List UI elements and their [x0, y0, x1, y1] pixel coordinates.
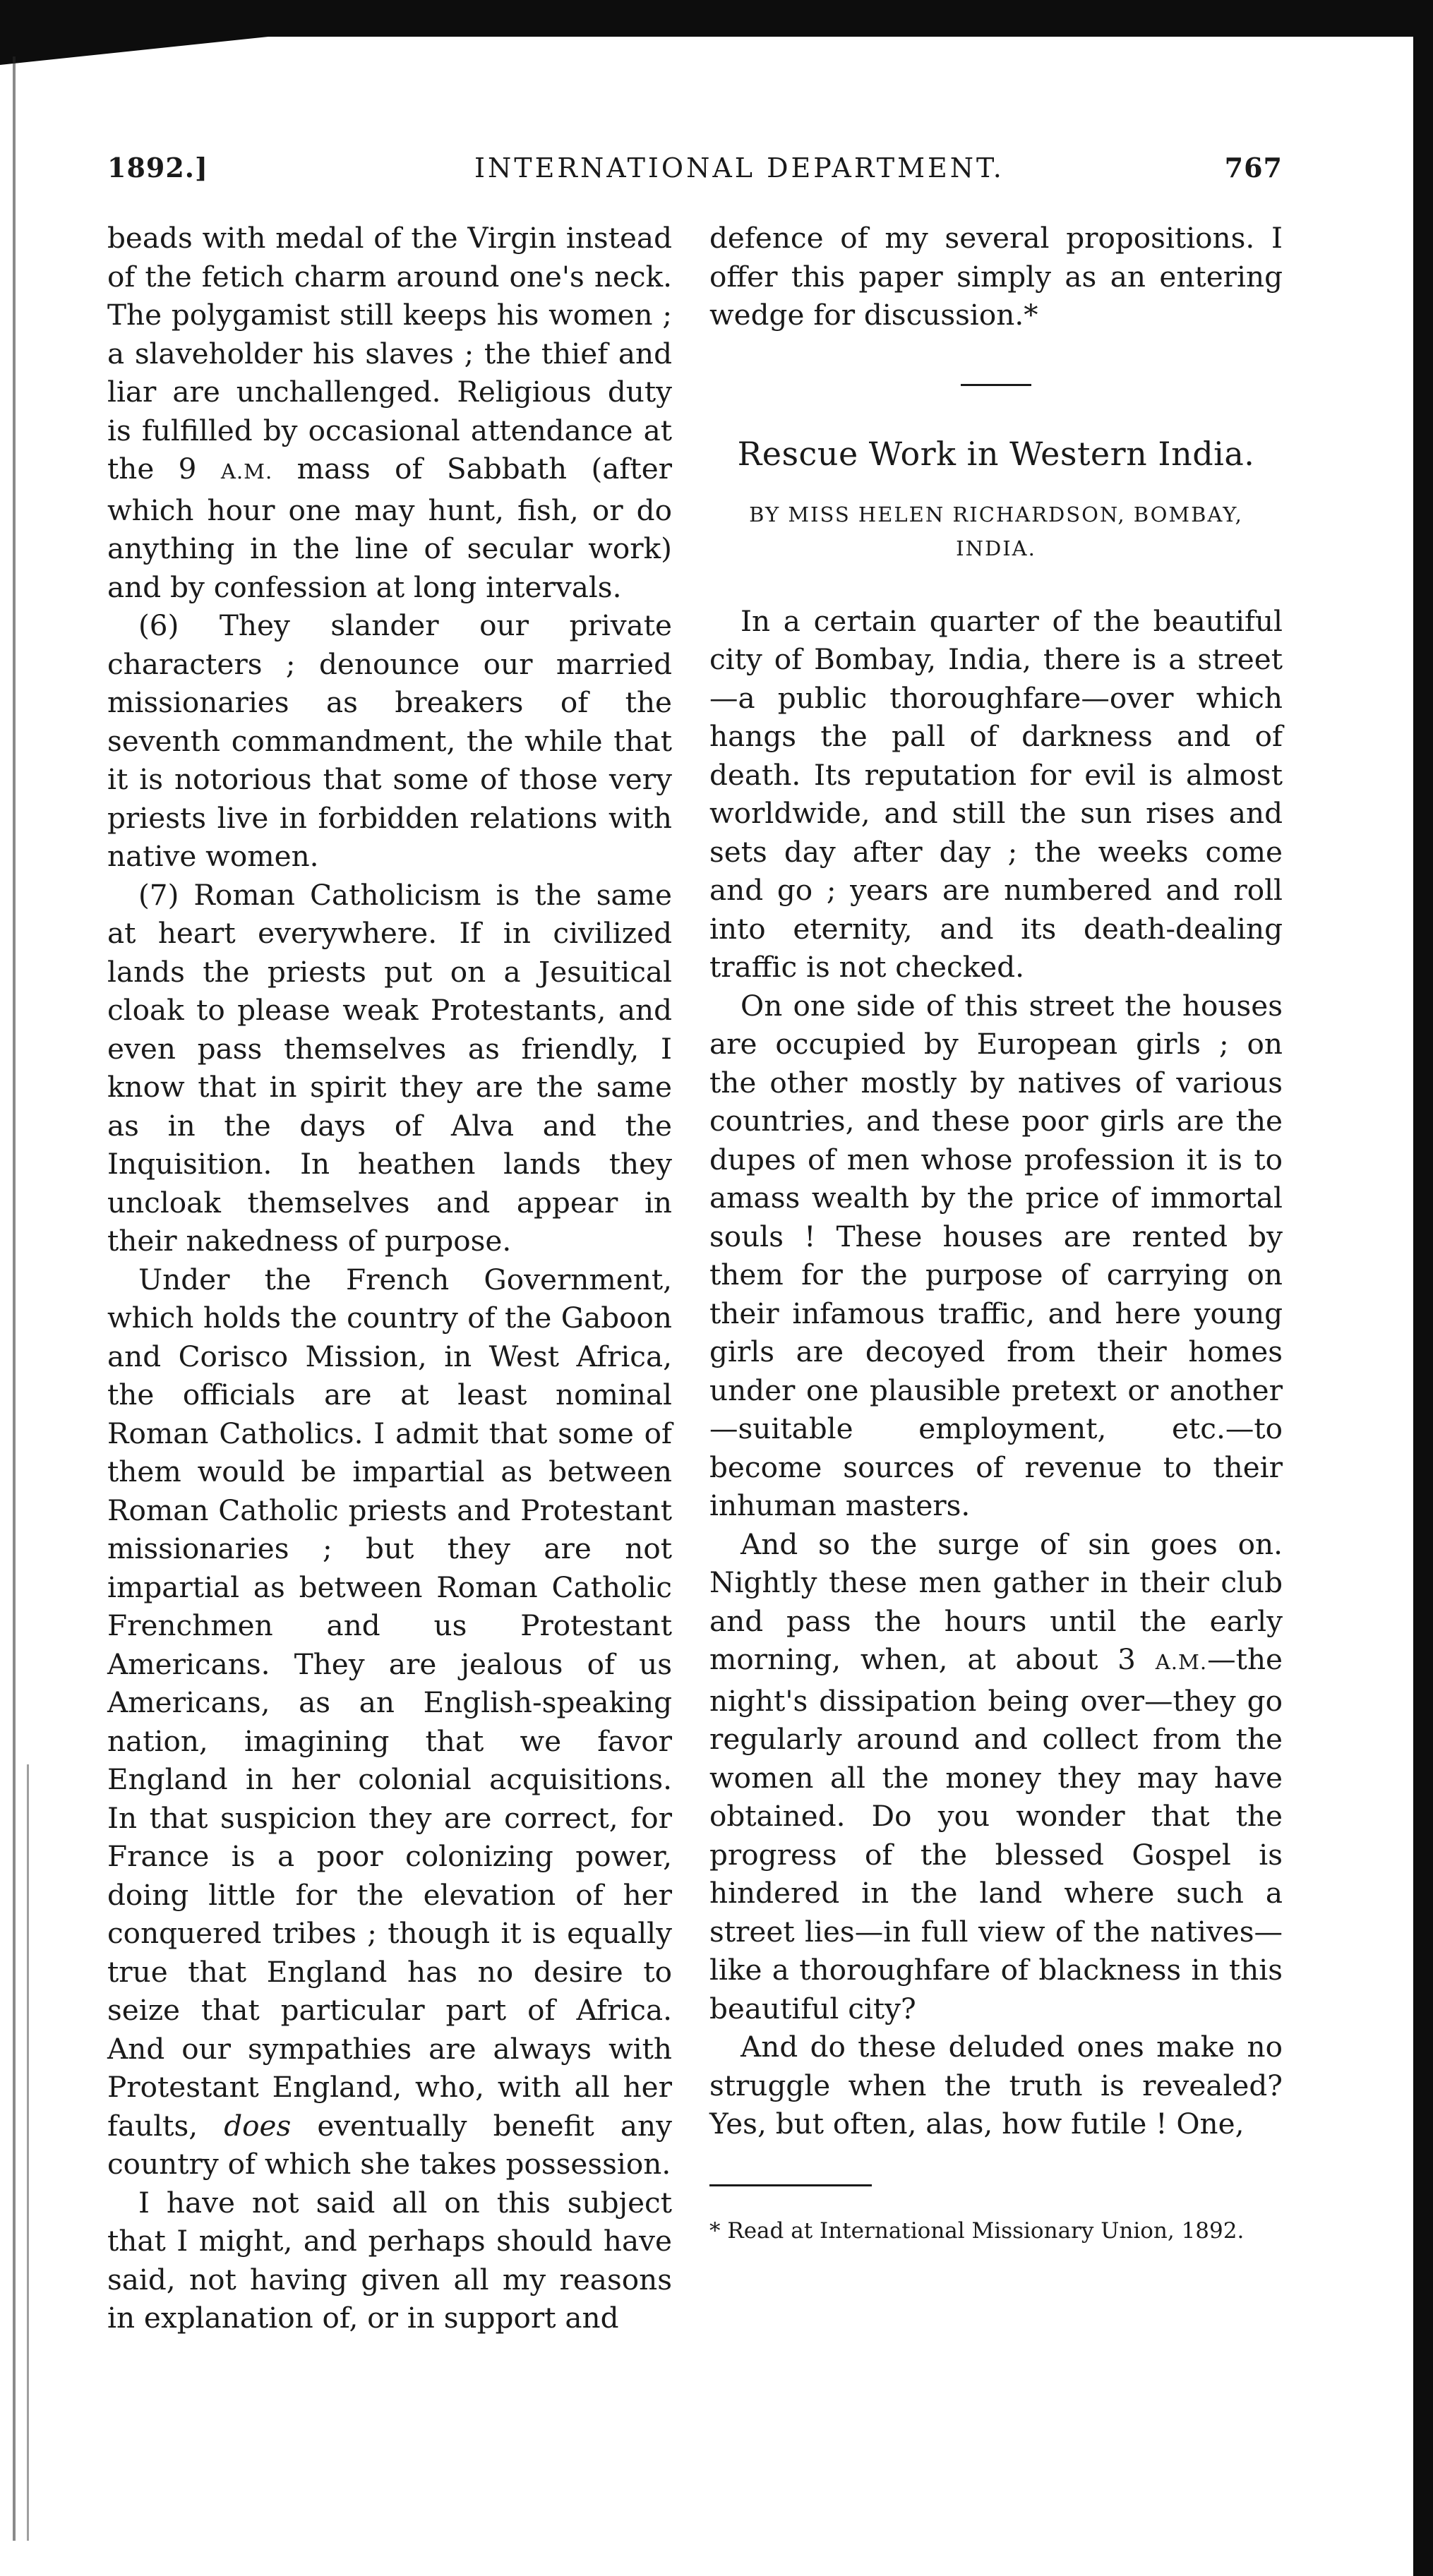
time-abbrev: A.M. — [220, 459, 273, 483]
article-byline: BY MISS HELEN RICHARDSON, BOMBAY, INDIA. — [749, 502, 1243, 560]
paragraph — [709, 1525, 1283, 2028]
left-column — [107, 219, 672, 2337]
scan-edge-left-inner — [27, 1764, 29, 2541]
article-title: Rescue Work in Western India. — [737, 434, 1255, 473]
paragraph-text: Under the French Government, which holds the country of the Gaboon and Corisco Mission, in West Africa, the officials are at least nominal Roman Catholics. I admit that some of them would be impartial as between Roman Catholic priests and Protestant missionaries ; but they are not impartial as between Roman Catholic Frenchmen and us Protestant Americans. They are jealous of us Americans, as an English-speaking nation, imagining that we favor England in her colonial acquisitions. In that suspicion they are correct, for France is a poor colonizing power, doing little for the elevation of her conquered tribes ; though it is equally true that England has no desire to seize that particular part of Africa. And our sympathies are always with Protestant England, who, with all her faults, — [107, 1262, 672, 2143]
paragraph — [107, 219, 672, 606]
right-column — [709, 219, 1283, 2247]
scan-edge-left — [13, 56, 16, 2541]
paragraph: And do these deluded ones make no struggle when the truth is revealed? Yes, but often, alas, how futile ! One, — [709, 2030, 1283, 2141]
paragraph-text: —the night's dissipation being over—they go regularly around and collect from the women all the money they may have obtained. Do you wonder that the progress of the blessed Gospel is hindered in the land where such a street lies—in full view of the natives—like a thoroughfare of blackness in this beautiful city? — [709, 1642, 1283, 2026]
paragraph — [107, 1260, 672, 2184]
paragraph: defence of my several propositions. I offer this paper simply as an entering wedge for discussion.* — [709, 221, 1283, 332]
running-head — [107, 147, 1283, 189]
paragraph: In a certain quarter of the beautiful city of Bombay, India, there is a street —a public thoroughfare—over which hangs the pall of darkness and of death. Its reputation for evil is almost worldwide, and still the sun rises and sets day after day ; the weeks come and go ; years are numbered and roll into eternity, and its death-dealing traffic is not checked. — [709, 603, 1283, 984]
scan-border-wedge — [0, 37, 268, 65]
paragraph-text: And so the surge of sin goes on. Nightly these men gather in their club and pass the hours until the early morning, when, at about 3 — [709, 1527, 1283, 1676]
paragraph: I have not said all on this subject that I might, and perhaps should have said, not having given all my reasons in explanation of, or in support and — [107, 2185, 672, 2335]
emphasis-text: does — [224, 2108, 292, 2143]
section-divider — [961, 384, 1031, 386]
paragraph: On one side of this street the houses are occupied by European girls ; on the other mostly by natives of various countries, and these poor girls are the dupes of men whose profession it is to amass wealth by the price of immortal souls ! These houses are rented by them for the purpose of carrying on their infamous traffic, and here young girls are decoyed from their homes under one plausible pretext or another—suitable employment, etc.—to become sources of revenue to their inhuman masters. — [709, 988, 1283, 1522]
running-head-year: 1892.] — [107, 152, 208, 183]
paragraph-text: beads with medal of the Virgin instead of the fetich charm around one's neck. The polygamist still keeps his women ; a slaveholder his slaves ; the thief and liar are unchallenged. Religious duty is fulfilled by occasional attendance at the 9 — [107, 221, 672, 486]
paragraph: (6) They slander our private characters ; denounce our married missionaries as breakers of the seventh commandment, the while that it is notorious that some of those very priests live in forbidden relations with native women. — [107, 608, 672, 873]
scan-border-right — [1413, 0, 1433, 2576]
paragraph: (7) Roman Catholicism is the same at heart everywhere. If in civilized lands the priests put on a Jesuitical cloak to please weak Protestants, and even pass themselves as friendly, I know that in spirit they are the same as in the days of Alva and the Inquisition. In heathen lands they uncloak themselves and appear in their nakedness of purpose. — [107, 877, 672, 1258]
paragraph-text: mass of Sabbath (after which hour one may hunt, fish, or do anything in the line of secular work) and by confession at long intervals. — [107, 452, 673, 604]
running-head-title: INTERNATIONAL DEPARTMENT. — [474, 152, 1005, 183]
page-number: 767 — [1224, 152, 1283, 183]
scan-border-top — [0, 0, 1433, 37]
footnote-divider — [709, 2184, 872, 2186]
time-abbrev: A.M. — [1155, 1650, 1208, 1674]
paragraph-text: eventually benefit any country of which she takes possession. — [107, 2108, 673, 2181]
footnote: * Read at International Missionary Union, 1892. — [709, 2217, 1245, 2244]
